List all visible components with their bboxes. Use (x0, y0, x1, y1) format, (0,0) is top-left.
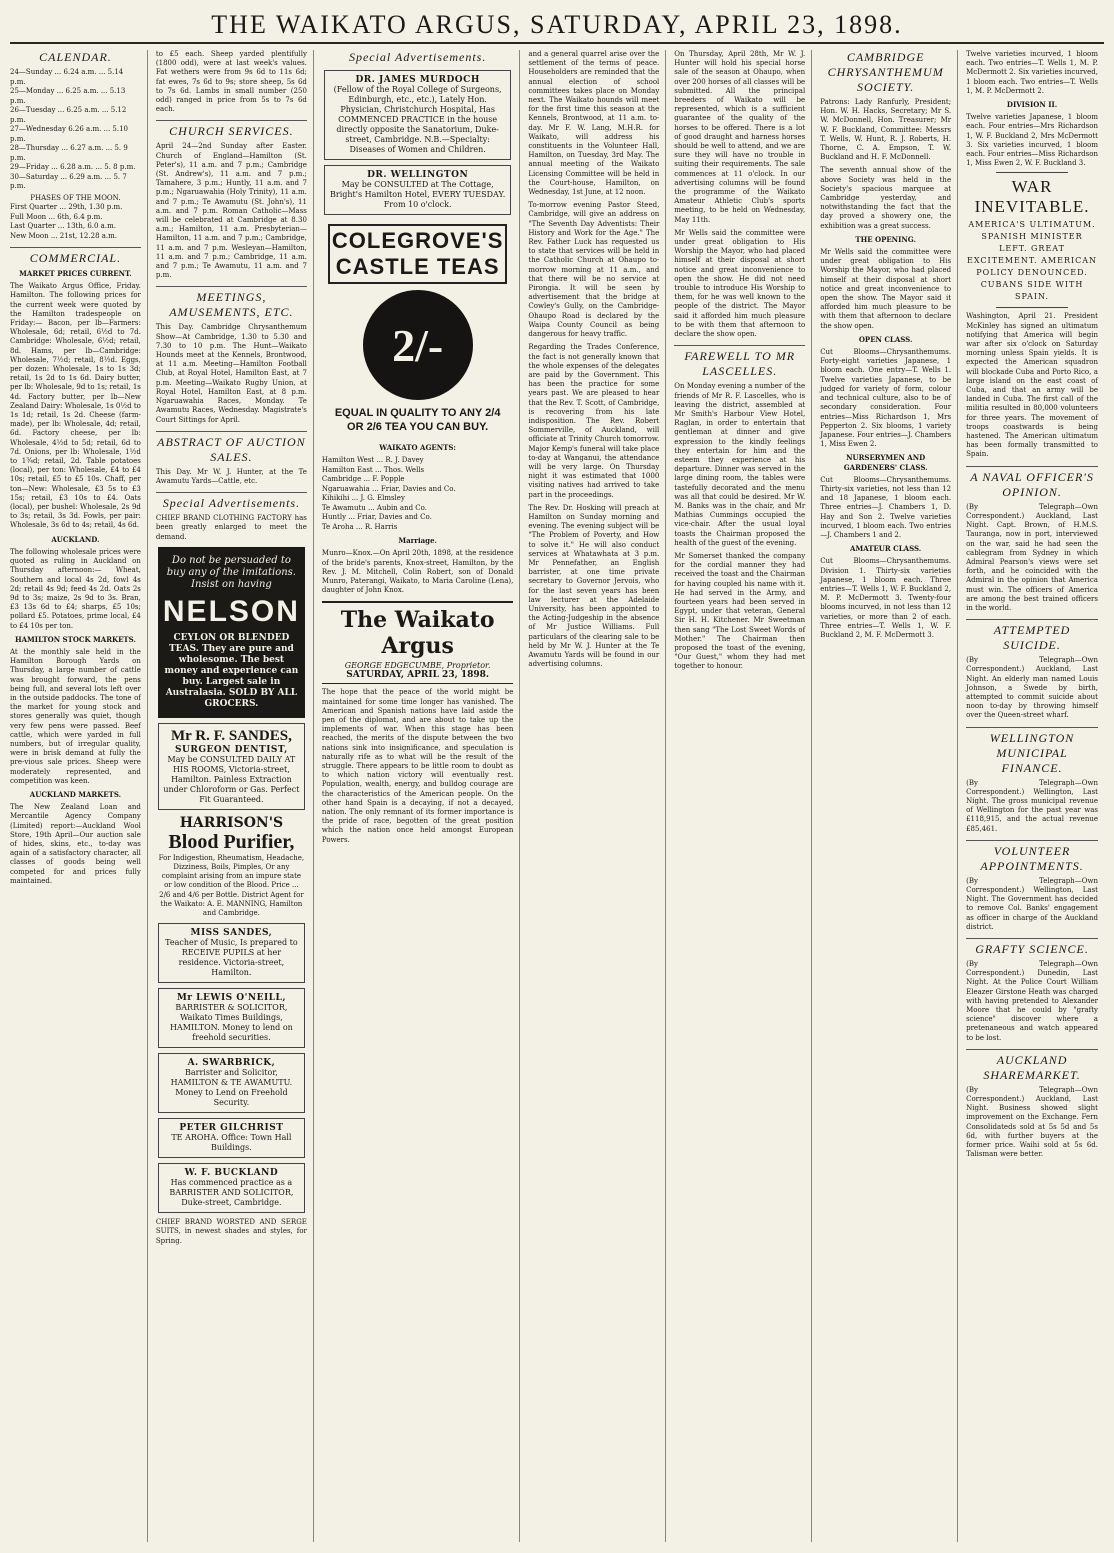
column-3 (322, 50, 520, 1542)
graft-heading: GRAFTY SCIENCE. (966, 938, 1098, 957)
column-6 (820, 50, 958, 1542)
argus-title: The Waikato Argus (322, 601, 513, 659)
agents-heading: WAIKATO AGENTS: (379, 443, 456, 452)
swarbrick-text: Barrister and Solicitor, HAMILTON & TE AWAMUTU. Money to Lend on Freehold Security. (170, 1068, 293, 1108)
divider (996, 307, 1068, 308)
dentist-name: Mr R. F. SANDES, (170, 727, 292, 744)
colegrove-tea-ad (324, 220, 511, 438)
column-4 (528, 50, 666, 1542)
auckland-heading: AUCKLAND. (51, 534, 100, 544)
gilchrist-ad (158, 1118, 305, 1158)
colegrove-brand: COLEGROVE'S CASTLE TEAS (328, 224, 507, 284)
worsted-ad-text: CHIEF BRAND WORSTED AND SERGE SUITS, in newest shades and styles, for Spring. (155, 1218, 307, 1245)
volunteer-heading: VOLUNTEER APPOINTMENTS. (966, 840, 1098, 874)
column-5 (674, 50, 812, 1542)
graft-text: (By Telegraph—Own Correspondent.) Dunedin, Last Night. At the Police Court William Eleazer Girstone Heath was charged with having pretended to Alexander Moore that he could by "grafty science" discover where a pretenaneous and watch appeared to be lost. (966, 959, 1098, 1042)
nursery-heading: NURSERYMEN AND GARDENERS' CLASS. (843, 453, 928, 472)
market-heading: MARKET PRICES CURRENT. (19, 269, 132, 278)
meetings-text: This Day. Cambridge Chrysanthemum Show—At Cambridge, 1.30 to 5.30 and 7.30 to 10 p.m. The Hunt—Waikato Hounds meet at the Kennels, Brontwood, at 11 a.m. Meeting—Hamilton Football Club, at Royal Hotel, Hamilton East, at 7 p.m. Meeting—Waikato Rugby Union, at Royal Hotel, Hamilton East, at 8 p.m. Ngaruawahia Races, Monday. Te Awamutu Races, Wednesday. Magistrate's Court Sittings for April. (155, 323, 307, 424)
swarbrick-ad (158, 1053, 305, 1113)
calendar-row: 30—Saturday ... 6.29 a.m. ... 5. 7 p.m. (10, 172, 127, 190)
open-class-text: Cut Blooms—Chrysanthemums. Forty-eight varieties Japanese, 1 bloom each. One entry—T. Wells 1. Twelve varieties Japanese, to be judged for variety of form, colour and technical culture, also to be of secondary consideration. Four entries—Miss Richardson 1, Mrs Pepperton 2. Six blooms, 1 variety Japanese. Four entries—J. Chambers 1, Miss Ewen 2. (820, 348, 952, 449)
buckland-name: W. F. BUCKLAND (184, 1168, 279, 1179)
calendar-row: 29—Friday ... 6.28 a.m. ... 5. 8 p.m. (10, 163, 136, 171)
agents-list (322, 456, 513, 532)
columns (10, 50, 1104, 1542)
marriage-heading: Marriage. (398, 536, 437, 546)
auckland-markets-text: The New Zealand Loan and Mercantile Agency Company (Limited) report:—Auckland Wool Store, 19th April—Our auction sale of hides, skins, etc., to-day was again of a satisfactory character, all classes of goods being well competed for and prices fully maintained. (10, 803, 141, 885)
auckland-markets-heading: AUCKLAND MARKETS. (29, 789, 122, 799)
column-1 (10, 50, 148, 1542)
calendar-row: 27—Wednesday 6.26 a.m. ... 5.10 p.m. (10, 125, 129, 143)
cambridge-heading: CAMBRIDGE CHRYSANTHEMUM SOCIETY. (827, 50, 944, 94)
sandes-name: MISS SANDES, (190, 928, 273, 939)
calendar-table (10, 68, 141, 241)
swarbrick-name: A. SWARBRICK, (187, 1058, 276, 1069)
local-news-a: and a general quarrel arise over the settlement of the terms of peace. Householders are reminded that the annual election of school committees takes place on Monday next. The Waikato hounds will meet for the first time this season at the Kennels, Brontwood, at 11 a.m. to-day. Mr F. W. Lang, M.H.R. for Waikato, will address his constituents in the Volunteer Hall, Hamilton, on Tuesday, 3rd May. The annual meeting of the Waikato Licensing Committee will be held in the Court-house, Hamilton, on Wednesday, 1st June, at 12 noon. (528, 50, 660, 197)
agent-row: Kihikihi ... J. G. Elmsley (321, 494, 405, 503)
amateur-heading: AMATEUR CLASS. (850, 544, 922, 554)
abstract-text: This Day. Mr W. J. Hunter, at the Te Awamutu Yards—Cattle, etc. (155, 467, 307, 485)
marriage-text: Munro—Knox.—On April 20th, 1898, at the residence of the bride's parents, Knox-street, Hamilton, by the Rev. J. M. Mitchell, Colin Robert, son of Donald Munro, Paterangi, Waikato, to Maria Caroline (Lena), daughter of John Knox. (321, 549, 514, 595)
masthead: THE WAIKATO ARGUS, SATURDAY, APRIL 23, 1898. (10, 8, 1104, 44)
calendar-row: 26—Tuesday ... 6.25 a.m. ... 5.12 p.m. (10, 106, 127, 124)
calendar-row: 28—Thursday ... 6.27 a.m. ... 5. 9 p.m. (10, 144, 128, 162)
nelson-tea-ad (158, 547, 305, 718)
division-heading: DIVISION II. (1006, 100, 1058, 110)
attempted-text: (By Telegraph—Own Correspondent.) Auckland, Last Night. An elderly man named Louis Johnson, a Swede by birth, attempted to commit suicide about noon to-day by throwing himself over the Queen-street wharf. (966, 656, 1098, 720)
war-subheading: AMERICA'S ULTIMATUM. SPANISH MINISTER LEFT. GREAT EXCITEMENT. AMERICAN POLICY DENOUNCED. CUBANS SIDE WITH SPAIN. (967, 220, 1098, 302)
abstract-heading: ABSTRACT OF AUCTION SALES. (156, 431, 307, 465)
clothing-ad-text: CHIEF BRAND CLOTHING FACTORY has been greatly enlarged to meet the demand. (155, 514, 307, 541)
wellington-ad (324, 165, 511, 215)
murdoch-name: DR. JAMES MURDOCH (355, 75, 480, 85)
nelson-tea: CEYLON OR BLENDED TEAS. They are pure and wholesome. The best money and experience can buy. Largest sale in Australasia. SOLD BY ALL GROCERS. (164, 632, 299, 709)
calendar-row: 24—Sunday ... 6.24 a.m. ... 5.14 p.m. (10, 68, 124, 86)
lewis-ad (158, 988, 305, 1048)
war-text: Washington, April 21. President McKinley has signed an ultimatum notifying that America will begin war after six o'clock on Saturday morning unless Spain yields. It is expected the American squadron will blockade Cuba and Porto Rico, a large island on the east coast of Cuba, and that an army will be landed in Cuba. The first call of the militia resulted in 80,000 volunteers for three years. The movement of troops coastwards is being hastened. The American ultimatum has been formally transmitted to Spain. (966, 312, 1098, 459)
gilchrist-text: TE AROHA. Office: Town Hall Buildings. (171, 1133, 292, 1153)
sharemarket-text: (By Telegraph—Own Correspondent.) Auckland, Last Night. Business showed slight improvement on the Exchange. Fern Consolidateds sold at 5s 5d and 5s 6d, with further buyers at the former price. Waihi sold at 5s 6d. Talisman were better. (966, 1085, 1098, 1159)
moon-heading: PHASES OF THE MOON. (30, 193, 121, 202)
column-7 (966, 50, 1104, 1542)
opening-text: Mr Wells said the committee were under great obligation to His Worship the Mayor, who had placed himself at their disposal at short notice and great inconvenience to open the show. The Mayor said it afforded him much pleasure to be with them that afternoon to declare the show open. (820, 248, 952, 330)
harrison-big: Blood Purifier, (168, 830, 295, 853)
agent-row: Huntly ... Friar, Davies and Co. (321, 513, 432, 522)
harrison-ad (158, 815, 305, 918)
stock-text: At the monthly sale held in the Hamilton Borough Yards on Thursday, a large number of cattle was brought forward, the pens being full, and several lots left over in the outside paddocks. The tone of the market for young stock and stores generally was quiet, though very few pens were passed. Beef cattle, which were yarded in full numbers, but of irregular quality, were in brisk demand at fully the pre-vious sale prices. Sheep were moderately represented, and competition was keen. (10, 647, 141, 785)
argus-proprietor: GEORGE EDGECUMBE, Proprietor. (344, 661, 491, 671)
moon-row: Full Moon ... 6th, 6.4 p.m. (10, 212, 103, 221)
news-text-a: On Thursday, April 28th, Mr W. J. Hunter will hold his special horse sale of the season at Ohaupo, when over 200 horses of all classes will be submitted. All the principal breeders of Waikato will be represented, which is a sufficient guarantee of the quality of the horses to be offered. There is a lot of good draught and harness horses should be well to attend, and we are sure they will have no trouble in suiting their requirements. The sale commences at 11 o'clock. In our advertising columns will be found the programme of the Waikato Amateur Athletic Club's sports meeting, to be held on Wednesday, May 11th. (674, 50, 806, 224)
lewis-name: Mr LEWIS O'NEILL, (176, 993, 286, 1004)
agent-row: Te Awamutu ... Aubin and Co. (321, 503, 427, 512)
harrison-head: HARRISON'S (179, 814, 284, 831)
wellington-finance-heading: WELLINGTON MUNICIPAL FINANCE. (966, 727, 1098, 776)
dentist-ad (158, 723, 305, 810)
open-class-heading: OPEN CLASS. (858, 334, 913, 344)
colegrove-price: 2/- (363, 290, 473, 400)
church-heading: CHURCH SERVICES. (156, 120, 307, 139)
calendar-row: 25—Monday ... 6.25 a.m. ... 5.13 p.m. (10, 87, 126, 105)
moon-row: First Quarter ... 29th, 1.30 p.m. (10, 203, 123, 211)
cambridge-text: Patrons: Lady Ranfurly, President; Hon. W. H. Hacks, Secretary; Mr S. W. McDonnell, Hon. Treasurer; Mr W. F. Buckland, Committee: Messrs T. Wells, W. Hunt, R. J. Roberts, H. Thorne, C. A. Empson, T. W. Buckland and H. F. McDonnell. (820, 98, 952, 162)
local-news-b: To-morrow evening Pastor Steed, Cambridge, will give an address on "The Seventh Day Adventists: Their History and Work for the Age." The Rev. Father Luck has requested us to state that services will be held in the Catholic Church at Ohaupo to-morrow morning at 11 a.m., and that there will be no service at Pirongia. It will be seen by advertisement that the bridge at Cowley's Gully, on the Cambridge-Ohaupo Road is declared by the Waipa County Council as being dangerous for heavy traffic. (528, 201, 660, 339)
meetings-heading: MEETINGS, AMUSEMENTS, ETC. (156, 286, 307, 320)
wellington-finance-text: (By Telegraph—Own Correspondent.) Wellington, Last Night. The gross municipal revenue of Wellington for the past year was £118,915, and the actual revenue £85,461. (966, 778, 1098, 833)
sandes-ad (158, 923, 305, 983)
opening-heading: THE OPENING. (855, 234, 916, 244)
wellington-text: May be CONSULTED at The Cottage, Bright's Hamilton Hotel, EVERY TUESDAY. From 10 o'clock. (330, 180, 506, 209)
attempted-heading: ATTEMPTED SUICIDE. (966, 619, 1098, 653)
sharemarket-heading: AUCKLAND SHAREMARKET. (966, 1049, 1098, 1083)
sandes-text: Teacher of Music, Is prepared to RECEIVE PUPILS at her residence. Victoria-street, Hamilton. (165, 938, 298, 978)
nelson-lead: Do not be persuaded to buy any of the imitations. Insist on having (166, 554, 296, 590)
stock-heading: HAMILTON STOCK MARKETS. (15, 634, 136, 644)
nelson-name: NELSON (162, 594, 300, 628)
buckland-text: Has commenced practice as a BARRISTER AND SOLICITOR, Duke-street, Cambridge. (169, 1178, 294, 1208)
naval-text: (By Telegraph—Own Correspondent.) Auckland, Last Night. Capt. Brown, of H.M.S. Tauranga, now in port, interviewed on the war, said he had seen the cablegram from Sydney in which Admiral Pearson's views were set forth, and he coincided with the Admiral in the opinion that America must win. The officers of America are among the best trained officers in the world. (966, 502, 1098, 612)
local-news-c: Regarding the Trades Conference, the fact is not generally known that the whole expenses of the delegates are paid by the Government. This has been the practice for some years past. We are pleased to hear that the Rev. T. Scott, of Cambridge, is recovering from his late indisposition. The Rev. Robert Sommerville, of Auckland, will officiate at Trinity Church tomorrow. Major Kemp's funeral will take place to-day at Wanganui, the attendance will be very large. On Thursday night it was estimated that 1000 visiting natives had arrived to take part in the proceedings. (528, 343, 660, 499)
local-news-d: The Rev. Dr. Hosking will preach at Hamilton on Sunday morning and evening. The evening subject will be "The Problem of Poverty, and How to solve it." He will also conduct services at Whatawhata at 3 p.m. Mr Pennefather, an English barrister, at one time private secretary to Governor Jervois, who for the last seven years has been law lecturer at the Adelaide University, has been appointed to the Acting-Judgeship in the absence of Mr Justice Williams. Full particulars of the clearing sale to be held by Mr W. J. Hunter at the Te Awamutu Yards will be found in our advertising columns. (528, 503, 660, 669)
agent-row: Ngaruawahia ... Friar, Davies and Co. (321, 484, 456, 493)
agent-row: Hamilton West ... R. J. Davey (321, 456, 424, 465)
church-text: April 24—2nd Sunday after Easter. Church of England—Hamilton (St. Peter's), 11 a.m. and 7 p.m.; Cambridge (St. Andrew's), 11 a.m. and 7 p.m.; Tamahere, 3 p.m.; Huntly, 11 a.m. and 7 p.m.; Ngaruawahia (Holy Trinity), 11 a.m. and 7 p.m.; Te Awamutu (St. John's), 11 a.m. and 7 p.m. Roman Catholic—Mass will be celebrated at Cambridge at 8.30 a.m.; Hamilton, 11 a.m. Presbyterian—Hamilton, 11 a.m. and 7 p.m.; Cambridge, 11 a.m. and 7 p.m. Wesleyan—Hamilton, 11 a.m. and 7 p.m.; Cambridge, 11 a.m. and 7 p.m.; Te Awamutu, 11 a.m. and 7 p.m. (155, 142, 307, 280)
agent-row: Hamilton East ... Thos. Wells (321, 465, 425, 474)
news-text-b: Mr Wells said the committee were under great obligation to His Worship the Mayor, who had placed himself at their disposal at short notice and great inconvenience to open the show. He did not need trouble to introduce His Worship to them, for he was well known to the people of the district. The Mayor said it afforded him much pleasure to be with them that afternoon to declare the show open. (674, 228, 806, 339)
volunteer-text: (By Telegraph—Own Correspondent.) Wellington, Last Night. The Government has decided to remove Col. Banks' engagement as officer in charge of the Auckland district. (966, 876, 1098, 931)
stock-continued-text: to £5 each. Sheep yarded plentifully (1800 odd), were at last week's values. Fat wethers were from 9s 6d to 11s 6d; fat ewes, 7s 6d to 9s; store sheep, 5s 6d to 7s 6d. Lambs in small number (250 odd) ranged in price from 5s to 7s 6d each. (155, 50, 307, 114)
dentist-text: May be CONSULTED DAILY AT HIS ROOMS, Victoria-street, Hamilton. Painless Extraction under Chloroform or Gas. Perfect Fit Guaranteed. (163, 754, 300, 804)
dentist-title: SURGEON DENTIST, (175, 744, 288, 755)
moon-row: Last Quarter ... 13th, 6.0 a.m. (10, 222, 116, 230)
murdoch-text: (Fellow of the Royal College of Surgeons, Edinburgh, etc., etc.), Lately Hon. Physician, Christchurch Hospital, Has COMMENCED PRACTICE in the house directly opposite the Sanatorium, Duke-street, Cambridge. N.B.—Specialty: Diseases of Women and Children. (333, 85, 502, 154)
buckland-ad (158, 1163, 305, 1213)
commercial-heading: COMMERCIAL. (10, 247, 141, 266)
special-ads-heading: Special Advertisements. (156, 492, 307, 511)
war-heading: WAR INEVITABLE. (974, 177, 1090, 217)
results-text-a: Twelve varieties incurved, 1 bloom each. Two entries—T. Wells 1, M. P. McDermott 2. Six varieties incurved, 1 bloom each. Two entries—T. Wells 1, M. P. McDermott 2. (966, 50, 1098, 95)
colegrove-slogan: EQUAL IN QUALITY TO ANY 2/4 OR 2/6 TEA YOU CAN BUY. (334, 407, 501, 433)
amateur-text: Cut Blooms—Chrysanthemums. Division 1. Thirty-six varieties Japanese, 1 bloom each. Three entries—T. Wells 1, W. F. Buckland 2, M. P. McDermott 3. Twenty-four blooms incurved, in not less than 12 varieties, or more than 2 of each. Three entries—T. Wells 1, W. F. Buckland 2, M. F. McDermott 3. (820, 557, 952, 639)
calendar-heading: CALENDAR. (39, 50, 112, 64)
farewell-text: On Monday evening a number of the friends of Mr R. F. Lascelles, who is leaving the district, assembled at Mr Smith's Harbour View Hotel, Raglan, in order to entertain that gentleman at dinner and give expression to the kindly feelings they entertain for him and the esteem they experience at his departure. Dinner was served in the large dining room, the tables were tastefully decorated and the menu was all that could be desired. Mr W. M. Banks was in the chair, and Mr Mathias Cummings occupied the vice-chair. After the usual loyal toasts the Chairman proposed the health of the guest of the evening. (674, 382, 806, 547)
moon-row: New Moon ... 21st, 12.28 a.m. (10, 231, 118, 240)
division-text: Twelve varieties Japanese, 1 bloom each. Four entries—Mrs Richardson 1, W. F. Buckland 2, Mrs McDermott 3. Six varieties incurved, 1 bloom each. Four entries—Miss Richardson 1, Miss Ewen 2, W. F. Buckland 3. (966, 113, 1098, 168)
market-text: The Waikato Argus Office, Friday. Hamilton. The following prices for the current week were quoted by the Hamilton tradespeople on Friday:— Bacon, per lb—Farmers: Wholesale, 6d; retail, 6½d to 7d. Cambridge: Wholesale, 6½d; retail, 8d. Hams, per lb—Cambridge: Wholesale, 7½d; retail, 8½d. Eggs, per dozen: Wholesale, 1s to 1s 3d; retail, 1s 2d to 1s 6d. Dairy butter, per lb: Wholesale, 9d to 1s; retail, 1s 4d. Factory butter, per lb—New Zealand Dairy: Wholesale, 1s 0½d to 1s 1d; retail, 1s 2d. Cheese (farm-made), per lb: Wholesale, 4d; retail, 6d. Factory cheese, per lb: Wholesale, 4½d to 5d; retail, 6d to 7d. Onions, per lb: Wholesale, 1½d to 1¾d; retail, 2d. Table potatoes (local), per ton: Wholesale, £4 to £4 10s; retail, £5 to £5 10s. Chaff, per ton—New: Wholesale, £3 5s to £3 15s; retail, £3 10s to £4. Oats (local), per bushel: Wholesale, 2s 9d to 3s; retail, 3s 3d. Fowls, per pair: Wholesale, 3s 6d to 4s; retail, 4s 6d. (10, 282, 141, 530)
gilchrist-name: PETER GILCHRIST (179, 1123, 284, 1134)
column-2 (156, 50, 314, 1542)
agent-row: Te Aroha ... R. Harris (321, 522, 398, 531)
special-heading: Special Advertisements. (348, 50, 487, 64)
nursery-text: Cut Blooms—Chrysanthemums. Thirty-six varieties, not less than 12 and 18 Japanese, 1 bloom each. Three entries—J. Chambers 1, D. Hay and Son 2. Twelve varieties incurved, 1 bloom each. Two entries—J. Chambers 1 and 2. (820, 475, 952, 539)
murdoch-ad (324, 70, 511, 160)
naval-heading: A NAVAL OFFICER'S OPINION. (966, 466, 1098, 500)
lewis-text: BARRISTER & SOLICITOR, Waikato Times Buildings, HAMILTON. Money to lend on freehold securities. (169, 1003, 293, 1043)
auckland-text: The following wholesale prices were quoted as ruling in Auckland on Thursday afternoon:— Wheat, Southern and local 4s 2d, fowl 4s 2d; retail 4s 9d; feed 4s 2d. Oats 2s 9d to 3s; maize, 2s 9d to 3s. Bran, £3 13s 6d to £4; sharps, £5 10s; pollard £5. Potatoes, prime local, £4 to £4 10s per ton. (10, 547, 141, 630)
argus-date: SATURDAY, APRIL 23, 1898. (322, 670, 513, 684)
divider (996, 172, 1068, 173)
farewell-heading: FAREWELL TO MR LASCELLES. (674, 345, 805, 379)
harrison-text: For Indigestion, Rheumatism, Headache, Dizziness, Boils, Pimples, Or any complaint arising from an impure state or low condition of the Blood. Price ... 2/6 and 4/6 per Bottle. District Agent for the Waikato: A. E. MANNING, Hamilton and Cambridge. (158, 853, 305, 917)
editorial-text: The hope that the peace of the world might be maintained for some time longer has vanished. The American and Spanish nations have laid aside the pen of the diplomat, and are about to take up the implements of war. When this stage has been reached, the merits of the dispute between the two nations sink into insignificance, and speculation is naturally rife as to what will be the result of the struggle. There appears to be little room to doubt as to which nation victory will eventually rest. Population, wealth, energy, and bulldog courage are the characteristics of the American people. On the other hand Spain is a decaying, if not a decayed, nation. The only remnant of its former importance is the pride of race, begotten of the great position which the nation once held amongst European Powers. (321, 688, 514, 844)
news-text-c: Mr Somerset thanked the company for the cordial manner they had received the toast and the Chairman for having coupled his name with it. He had served in the Army, and fourteen years had been served in Egypt, under that veteran, General Sir H. H. Kitchener. Mr Sweetman then sang "The Lost Sweet Words of Mother." The Chairman then proposed the toast of the evening, "Our Guest," whom they had met together to honour. (674, 551, 806, 671)
wellington-name: DR. WELLINGTON (367, 170, 469, 180)
agent-row: Cambridge ... F. Popple (321, 475, 405, 484)
show-text: The seventh annual show of the above Society was held in the Society's spacious marquee at Cambridge yesterday, and notwithstanding the fact that the day proved a showery one, the exhibition was a great success. (820, 166, 952, 230)
